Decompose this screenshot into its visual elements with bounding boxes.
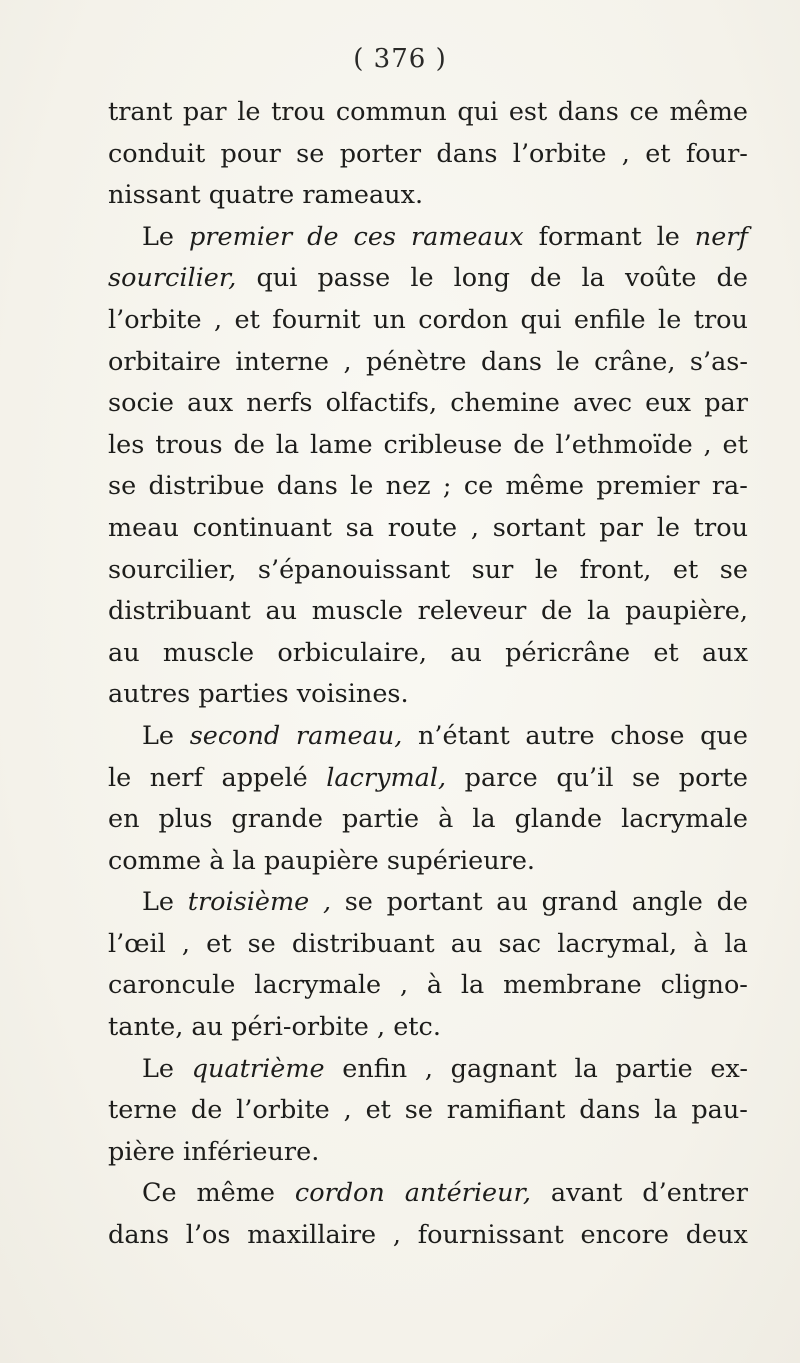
- word: cordon: [418, 304, 509, 335]
- word: Le: [142, 887, 175, 918]
- text-line: [108, 300, 748, 342]
- word: de: [530, 263, 562, 294]
- word: membrane: [503, 970, 642, 1001]
- word: le: [656, 512, 680, 543]
- word: socie: [108, 388, 174, 419]
- word: et: [206, 928, 232, 959]
- italic-word: nerf: [694, 221, 748, 252]
- word: le: [350, 471, 374, 502]
- word: cribleuse: [383, 429, 503, 460]
- word: formant: [538, 221, 642, 252]
- word: premier: [596, 471, 700, 502]
- word: et: [234, 304, 260, 335]
- text-line: [108, 466, 748, 508]
- word: continuant: [192, 512, 332, 543]
- word: et: [653, 637, 679, 668]
- word: Le: [142, 720, 175, 751]
- word: passe: [317, 263, 391, 294]
- word: ex-: [710, 1053, 748, 1084]
- word: sa: [345, 512, 374, 543]
- text-segment: pière inférieure.: [108, 1136, 320, 1167]
- text-line: [108, 924, 748, 966]
- word: nez: [385, 471, 431, 502]
- italic-word: troisième: [187, 887, 310, 918]
- word: qui: [457, 97, 499, 127]
- text-line: [108, 716, 748, 758]
- italic-word: ,: [322, 887, 332, 918]
- italic-word: cordon: [294, 1178, 385, 1209]
- text-line: [108, 258, 748, 300]
- text-line: [108, 799, 748, 841]
- word: se: [247, 928, 276, 959]
- word: au: [450, 637, 482, 668]
- word: même: [196, 1178, 276, 1209]
- text-line: [108, 674, 748, 716]
- word: le: [410, 263, 434, 294]
- word: est: [508, 97, 548, 127]
- word: distribue: [148, 471, 265, 502]
- word: eux: [645, 388, 692, 419]
- word: Le: [142, 221, 175, 252]
- word: même: [505, 471, 585, 502]
- word: cligno-: [660, 970, 748, 1001]
- word: ,: [703, 429, 712, 460]
- text-segment: autres parties voisines.: [108, 679, 409, 710]
- word: interne: [235, 346, 329, 377]
- word: olfactifs,: [325, 388, 438, 419]
- word: l’orbite: [108, 304, 202, 335]
- word: ra-: [711, 471, 748, 502]
- word: paupière,: [625, 596, 748, 627]
- text-line: [108, 882, 748, 924]
- word: aux: [701, 637, 748, 668]
- italic-word: antérieur,: [404, 1178, 532, 1209]
- word: de: [716, 887, 748, 918]
- word: ,: [343, 346, 352, 377]
- word: et: [672, 554, 699, 585]
- word: l’œil: [108, 928, 166, 959]
- word: l’ethmoïde: [555, 429, 693, 460]
- word: la: [654, 1095, 678, 1126]
- word: dans: [108, 1220, 170, 1251]
- text-line: [108, 217, 748, 259]
- word: ,: [343, 1095, 352, 1126]
- word: ce: [629, 97, 659, 127]
- word: muscle: [311, 596, 403, 627]
- word: ,: [424, 1053, 433, 1084]
- word: caroncule: [108, 970, 236, 1001]
- word: la: [460, 970, 485, 1001]
- word: d’entrer: [642, 1178, 748, 1209]
- word: Le: [142, 1053, 175, 1084]
- word: péricrâne: [505, 637, 631, 668]
- word: dans: [579, 1095, 641, 1126]
- word: sac: [498, 928, 542, 959]
- word: ,: [399, 970, 409, 1001]
- word: s’as-: [689, 346, 748, 377]
- word: les: [108, 429, 145, 460]
- text-line: [108, 508, 748, 550]
- word: de: [513, 429, 545, 460]
- word: la: [275, 429, 300, 460]
- word: lacrymale: [254, 970, 382, 1001]
- word: commun: [335, 97, 447, 127]
- word: orbiculaire,: [277, 637, 427, 668]
- word: dans: [276, 471, 338, 502]
- word: au: [496, 887, 528, 918]
- word: ,: [214, 304, 223, 335]
- italic-word: rameau,: [295, 720, 403, 751]
- text-line: [108, 1132, 748, 1174]
- word: se: [296, 138, 325, 169]
- word: de: [233, 429, 265, 460]
- word: le: [556, 346, 580, 377]
- word: plus: [158, 804, 213, 835]
- word: et: [365, 1095, 391, 1126]
- word: orbitaire: [108, 346, 221, 377]
- word: ;: [442, 471, 452, 502]
- word: porter: [339, 138, 422, 169]
- word: avec: [573, 388, 633, 419]
- word: distribuant: [108, 596, 251, 627]
- text-line: [108, 550, 748, 592]
- text-line: [108, 342, 748, 384]
- text-line: [108, 175, 748, 217]
- word: releveur: [417, 596, 527, 627]
- word: lacrymale: [621, 804, 748, 835]
- word: portant: [386, 887, 483, 918]
- word: sourcilier,: [108, 554, 237, 585]
- word: de: [716, 263, 748, 294]
- word: chemine: [450, 388, 560, 419]
- word: ,: [181, 928, 191, 959]
- word: trou: [693, 304, 748, 335]
- word: et: [722, 429, 748, 460]
- word: au: [108, 637, 140, 668]
- word: se: [719, 554, 748, 585]
- word: n’étant: [417, 720, 510, 751]
- word: enfile: [573, 304, 646, 335]
- word: par: [599, 512, 643, 543]
- word: pour: [220, 138, 281, 169]
- word: un: [372, 304, 406, 335]
- word: de: [540, 596, 573, 627]
- word: en: [108, 804, 140, 835]
- word: le: [534, 554, 559, 585]
- text-line: [108, 92, 748, 134]
- word: fournit: [272, 304, 361, 335]
- text-line: [108, 425, 748, 467]
- word: à: [426, 970, 443, 1001]
- word: long: [453, 263, 510, 294]
- body-text: [108, 92, 748, 1257]
- text-line: [108, 1007, 748, 1049]
- italic-word: quatrième: [191, 1053, 325, 1084]
- word: muscle: [162, 637, 255, 668]
- word: trous: [155, 429, 223, 460]
- word: le: [237, 97, 261, 127]
- text-line: [108, 965, 748, 1007]
- text-line: [108, 1049, 748, 1091]
- word: au: [450, 928, 483, 959]
- word: lame: [310, 429, 373, 460]
- italic-word: premier: [188, 221, 293, 252]
- italic-word: rameaux: [410, 221, 524, 252]
- word: terne: [108, 1095, 178, 1126]
- text-line: [108, 841, 748, 883]
- word: chose: [610, 720, 685, 751]
- page-number: ( 376 ): [353, 44, 447, 74]
- word: enfin: [342, 1053, 408, 1084]
- word: maxillaire: [247, 1220, 377, 1251]
- word: l’orbite: [512, 138, 607, 169]
- word: se: [344, 887, 373, 918]
- word: partie: [341, 804, 420, 835]
- word: de: [190, 1095, 223, 1126]
- word: à: [693, 928, 709, 959]
- word: encore: [580, 1220, 669, 1251]
- word: la: [587, 596, 611, 627]
- word: nerf: [149, 762, 203, 793]
- word: ,: [621, 138, 630, 169]
- word: fournissant: [417, 1220, 564, 1251]
- word: par: [182, 97, 227, 127]
- italic-word: lacrymal,: [326, 762, 447, 793]
- word: qu’il: [556, 762, 614, 793]
- word: se: [404, 1095, 433, 1126]
- word: l’orbite: [236, 1095, 330, 1126]
- italic-word: de: [307, 221, 339, 252]
- text-line: [108, 633, 748, 675]
- italic-word: second: [189, 720, 281, 751]
- word: trou: [693, 512, 748, 543]
- word: lacrymal,: [557, 928, 678, 959]
- word: voûte: [624, 263, 697, 294]
- text-line: [108, 758, 748, 800]
- word: four-: [685, 138, 748, 169]
- word: pénètre: [366, 346, 467, 377]
- word: même: [669, 97, 748, 127]
- word: porte: [678, 762, 748, 793]
- word: ce: [463, 471, 494, 502]
- word: dans: [557, 97, 619, 127]
- word: ramifiant: [446, 1095, 566, 1126]
- text-segment: tante, au péri-orbite , etc.: [108, 1012, 441, 1043]
- word: partie: [615, 1053, 693, 1084]
- word: par: [704, 388, 748, 419]
- word: autre: [525, 720, 595, 751]
- word: que: [700, 720, 748, 751]
- text-line: [108, 1215, 748, 1257]
- word: glande: [514, 804, 603, 835]
- word: le: [108, 762, 132, 793]
- italic-word: ces: [353, 221, 397, 252]
- word: sur: [471, 554, 514, 585]
- word: qui: [256, 263, 298, 294]
- word: angle: [631, 887, 703, 918]
- word: ,: [470, 512, 479, 543]
- word: conduit: [108, 138, 206, 169]
- word: la: [472, 804, 496, 835]
- word: dans: [480, 346, 542, 377]
- word: sortant: [492, 512, 586, 543]
- word: Ce: [142, 1178, 177, 1209]
- word: pau-: [691, 1095, 748, 1126]
- text-line: [108, 134, 748, 176]
- word: parce: [464, 762, 538, 793]
- word: l’os: [185, 1220, 231, 1251]
- word: le: [656, 221, 680, 252]
- word: distribuant: [291, 928, 435, 959]
- word: grande: [231, 804, 323, 835]
- word: appelé: [221, 762, 308, 793]
- text-line: [108, 383, 748, 425]
- word: meau: [108, 512, 179, 543]
- word: aux: [187, 388, 234, 419]
- word: qui: [520, 304, 562, 335]
- text-line: [108, 1173, 748, 1215]
- word: trant: [108, 97, 173, 127]
- word: grand: [541, 887, 619, 918]
- word: deux: [685, 1220, 748, 1251]
- word: au: [265, 596, 298, 627]
- text-line: [108, 1090, 748, 1132]
- word: s’épanouissant: [257, 554, 451, 585]
- word: avant: [550, 1178, 623, 1209]
- word: se: [108, 471, 137, 502]
- word: route: [387, 512, 458, 543]
- word: la: [574, 1053, 598, 1084]
- text-line: [108, 591, 748, 633]
- word: la: [581, 263, 605, 294]
- word: se: [632, 762, 661, 793]
- word: la: [724, 928, 748, 959]
- word: ,: [392, 1220, 401, 1251]
- text-segment: comme à la paupière supérieure.: [108, 845, 536, 876]
- italic-word: sourcilier,: [108, 263, 237, 294]
- word: dans: [436, 138, 498, 169]
- word: crâne,: [594, 346, 676, 377]
- word: gagnant: [450, 1053, 557, 1084]
- word: front,: [579, 554, 652, 585]
- word: nerfs: [246, 388, 313, 419]
- text-segment: nissant quatre rameaux.: [108, 180, 424, 211]
- word: à: [438, 804, 454, 835]
- word: trou: [271, 97, 326, 127]
- word: le: [658, 304, 682, 335]
- word: et: [645, 138, 671, 169]
